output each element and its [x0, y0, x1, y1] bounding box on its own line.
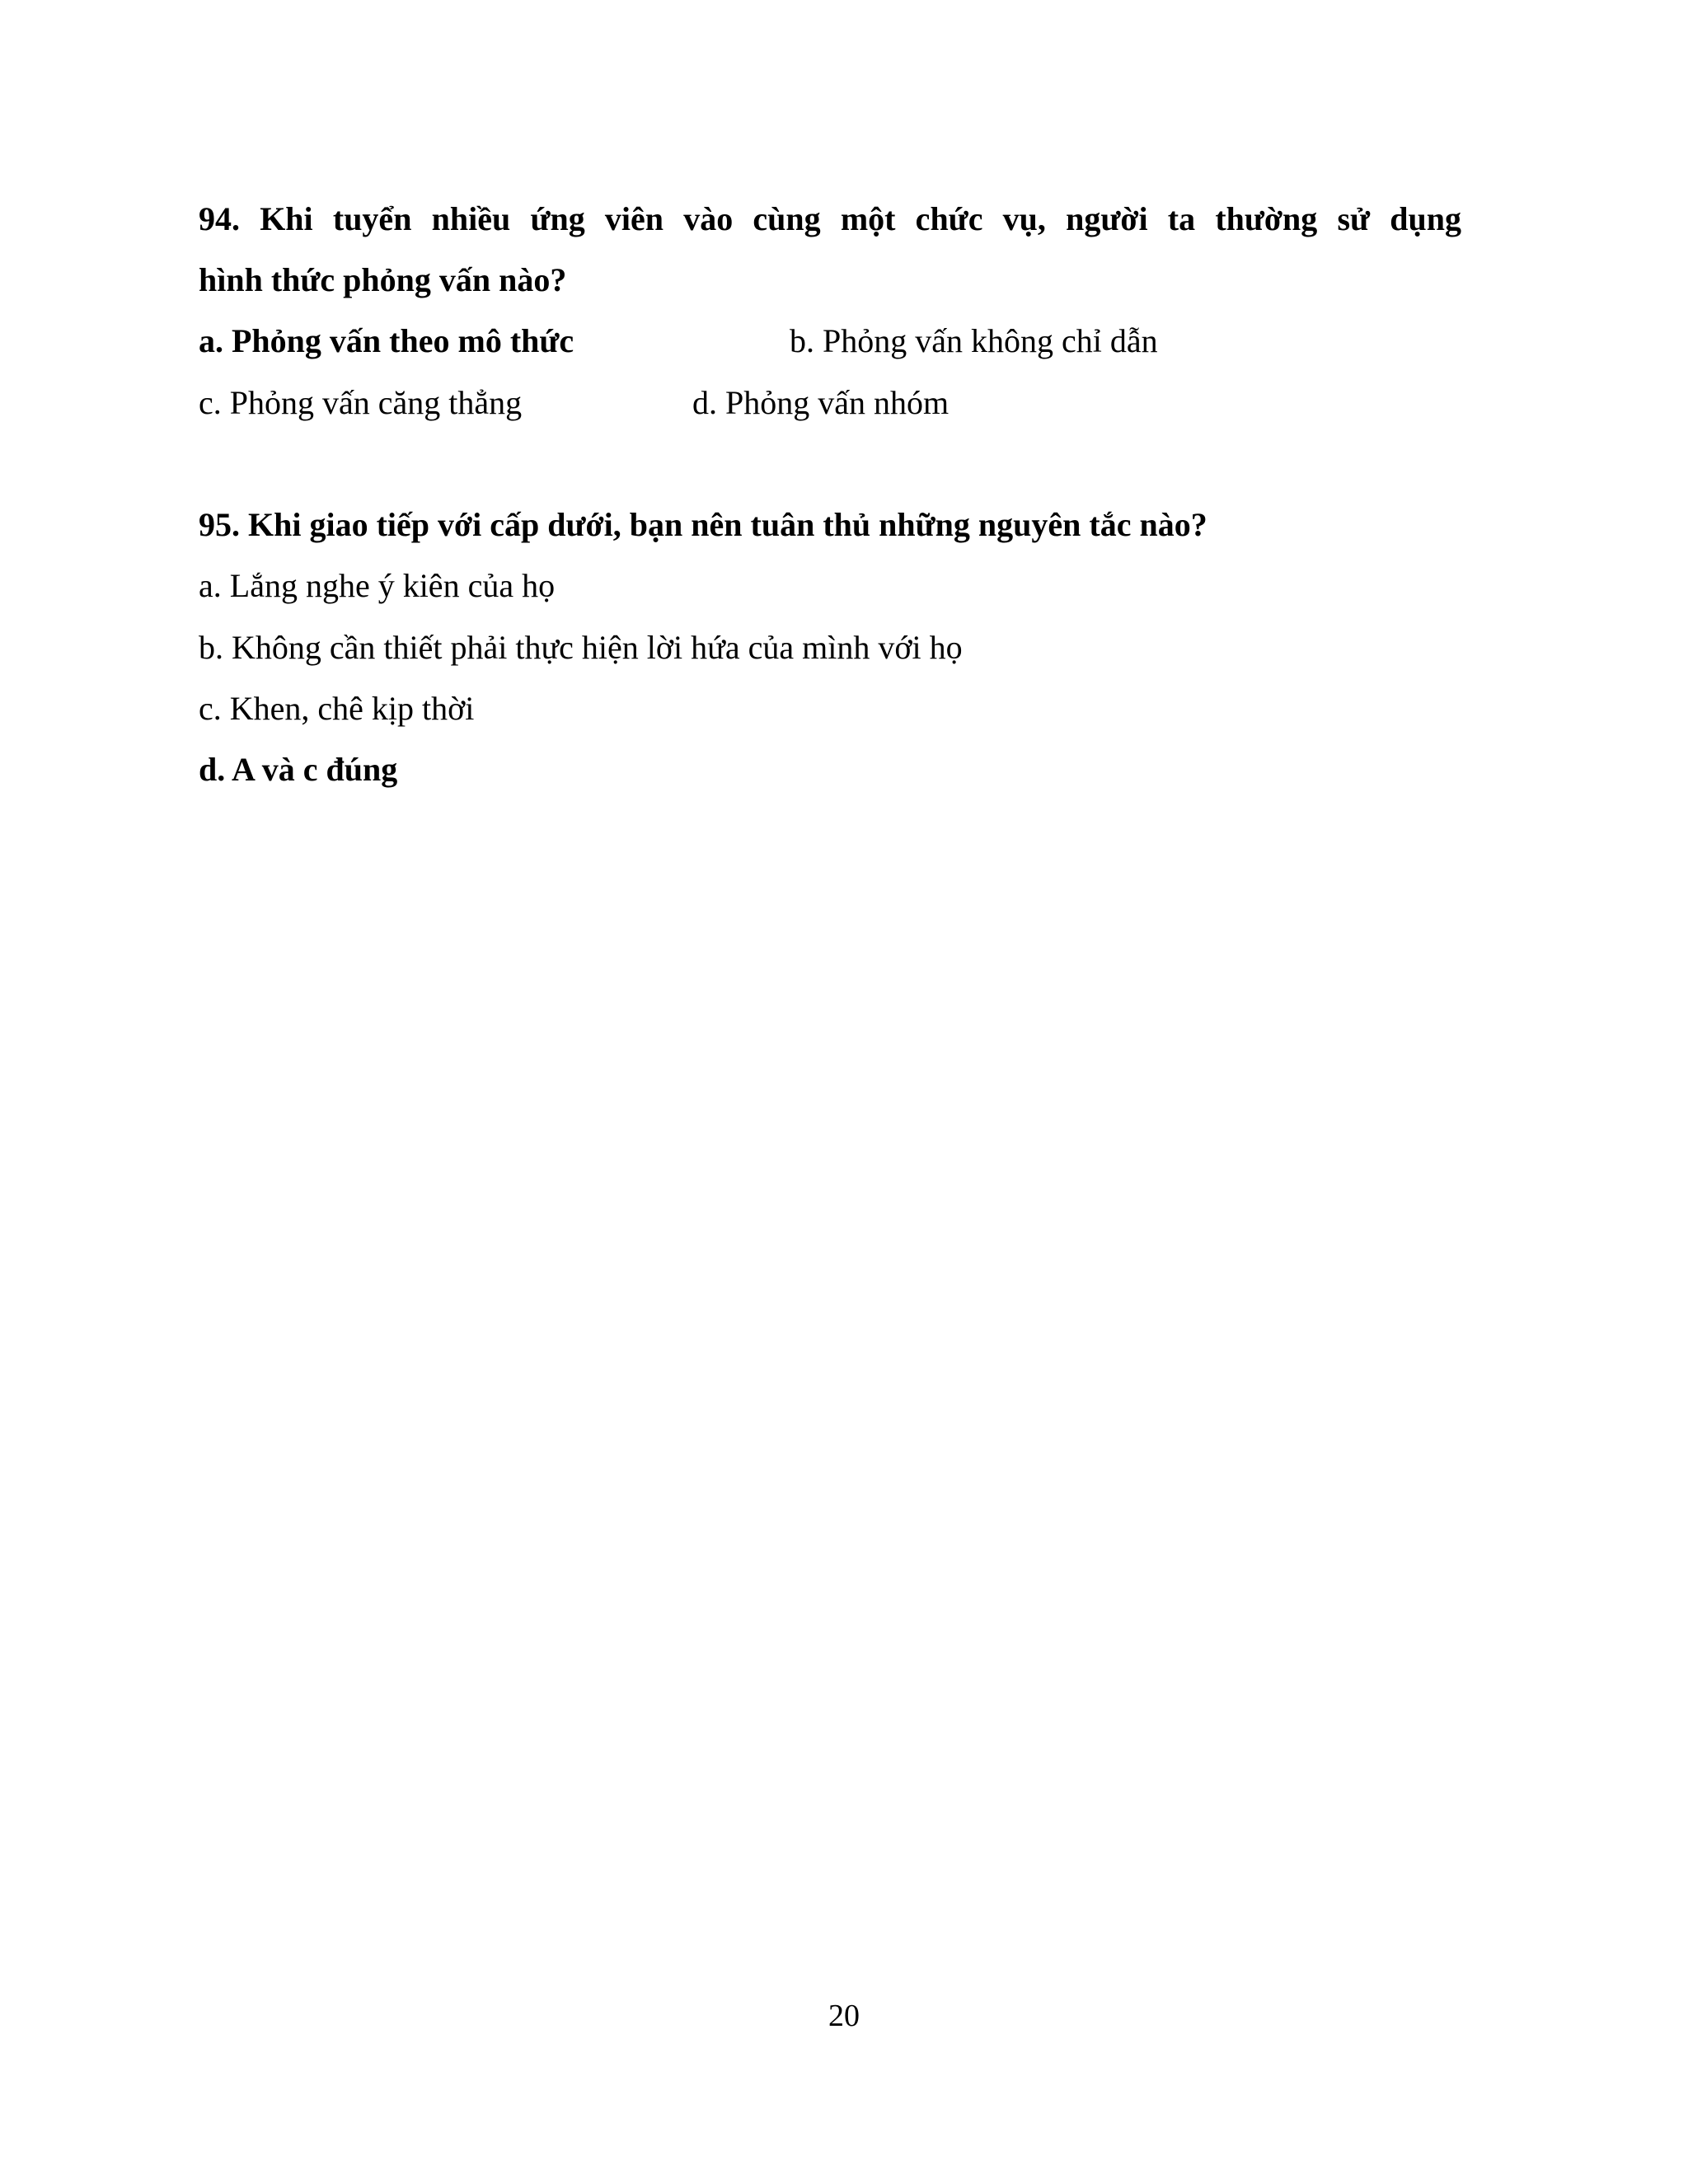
question-94-option-b: b. Phỏng vấn không chỉ dẫn: [790, 322, 1158, 359]
question-94-text: 94. Khi tuyển nhiều ứng viên vào cùng một chức vụ, người ta thường sử dụng: [199, 200, 1461, 237]
question-95-option-d: d. A và c đúng: [199, 751, 398, 788]
question-95-text: 95. Khi giao tiếp với cấp dưới, bạn nên tuân thủ những nguyên tắc nào?: [199, 506, 1207, 543]
question-95-option-b: b. Không cần thiết phải thực hiện lời hứa của mình với họ: [199, 629, 963, 666]
question-95-option-c: c. Khen, chê kịp thời: [199, 690, 475, 727]
question-94-option-a: a. Phỏng vấn theo mô thức: [199, 322, 574, 359]
question-95-option-a: a. Lắng nghe ý kiên của họ: [199, 567, 556, 604]
question-94-option-c: c. Phỏng vấn căng thẳng: [199, 384, 523, 421]
question-94-text-continued: hình thức phỏng vấn nào?: [199, 261, 567, 298]
question-94-option-d: d. Phỏng vấn nhóm: [692, 384, 950, 421]
page-number: 20: [828, 1999, 860, 2033]
